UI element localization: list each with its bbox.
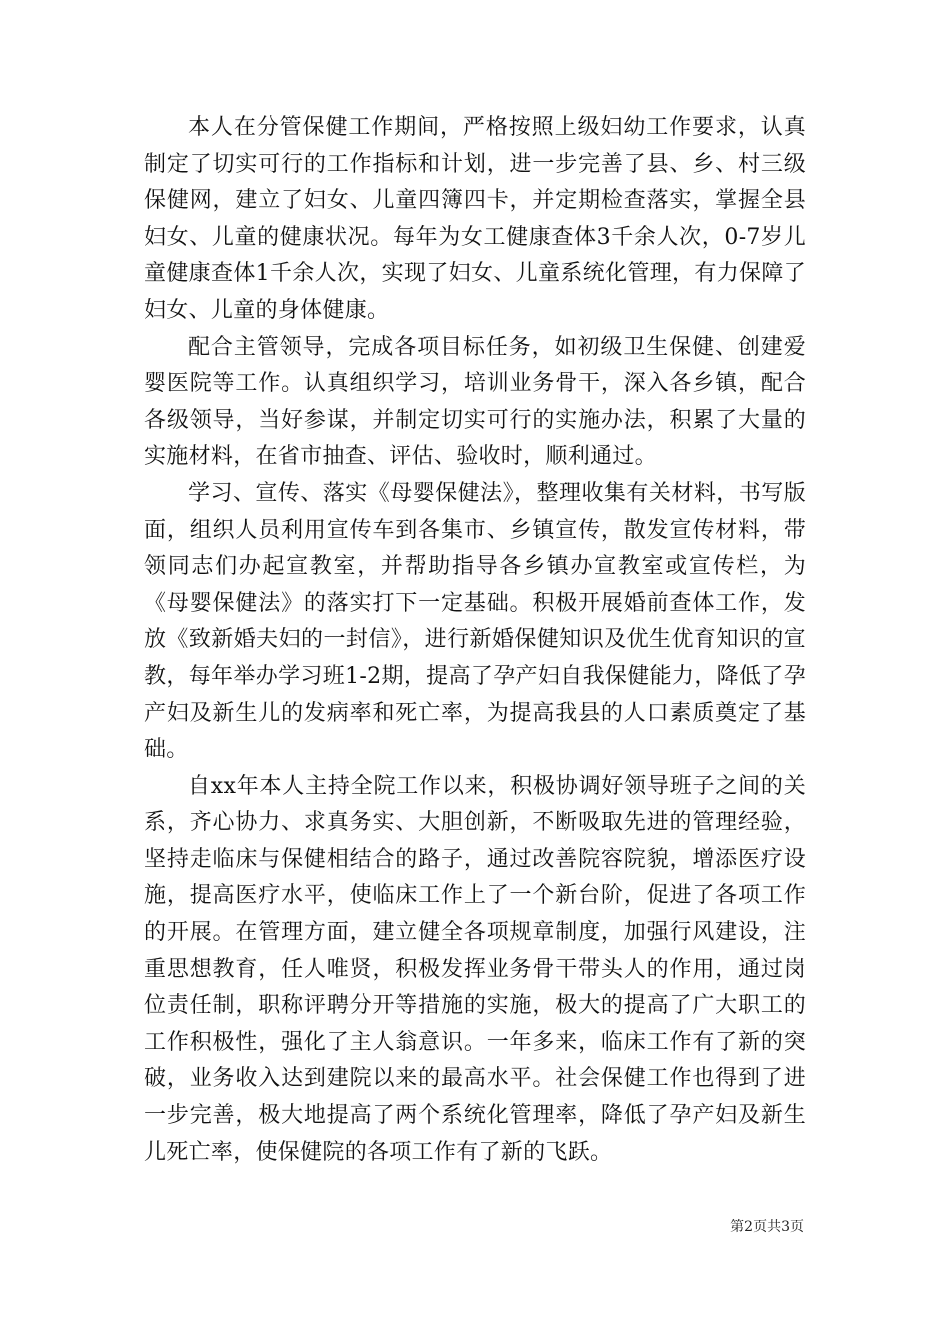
document-body	[144, 110, 806, 1171]
paragraph-3: 学习、宣传、落实《母婴保健法》，整理收集有关材料，书写版面，组织人员利用宣传车到各集市、乡镇宣传，散发宣传材料，带领同志们办起宣教室，并帮助指导各乡镇办宣教室或宣传栏，为《母婴保健法》的落实打下一定基础。积极开展婚前查体工作，发放《致新婚夫妇的一封信》，进行新婚保健知识及优生优育知识的宣教，每年举办学习班1-2期，提高了孕产妇自我保健能力，降低了孕产妇及新生儿的发病率和死亡率，为提高我县的人口素质奠定了基础。	[144, 480, 806, 763]
paragraph-2: 配合主管领导，完成各项目标任务，如初级卫生保健、创建爱婴医院等工作。认真组织学习，培训业务骨干，深入各乡镇，配合各级领导，当好参谋，并制定切实可行的实施办法，积累了大量的实施材料，在省市抽查、评估、验收时，顺利通过。	[144, 334, 806, 470]
page-number: 第2页共3页	[730, 1219, 804, 1235]
paragraph-4: 自xx年本人主持全院工作以来，积极协调好领导班子之间的关系，齐心协力、求真务实、大胆创新，不断吸取先进的管理经验，坚持走临床与保健相结合的路子，通过改善院容院貌，增添医疗设施，提高医疗水平，使临床工作上了一个新台阶，促进了各项工作的开展。在管理方面，建立健全各项规章制度，加强行风建设，注重思想教育，任人唯贤，积极发挥业务骨干带头人的作用，通过岗位责任制，职称评聘分开等措施的实施，极大的提高了广大职工的工作积极性，强化了主人翁意识。一年多来，临床工作有了新的突破，业务收入达到建院以来的最高水平。社会保健工作也得到了进一步完善，极大地提高了两个系统化管理率，降低了孕产妇及新生儿死亡率，使保健院的各项工作有了新的飞跃。	[144, 773, 806, 1165]
paragraph-1: 本人在分管保健工作期间，严格按照上级妇幼工作要求，认真制定了切实可行的工作指标和计划，进一步完善了县、乡、村三级保健网，建立了妇女、儿童四簿四卡，并定期检查落实，掌握全县妇女、儿童的健康状况。每年为女工健康查体3千余人次，0-7岁儿童健康查体1千余人次，实现了妇女、儿童系统化管理，有力保障了妇女、儿童的身体健康。	[144, 115, 806, 323]
